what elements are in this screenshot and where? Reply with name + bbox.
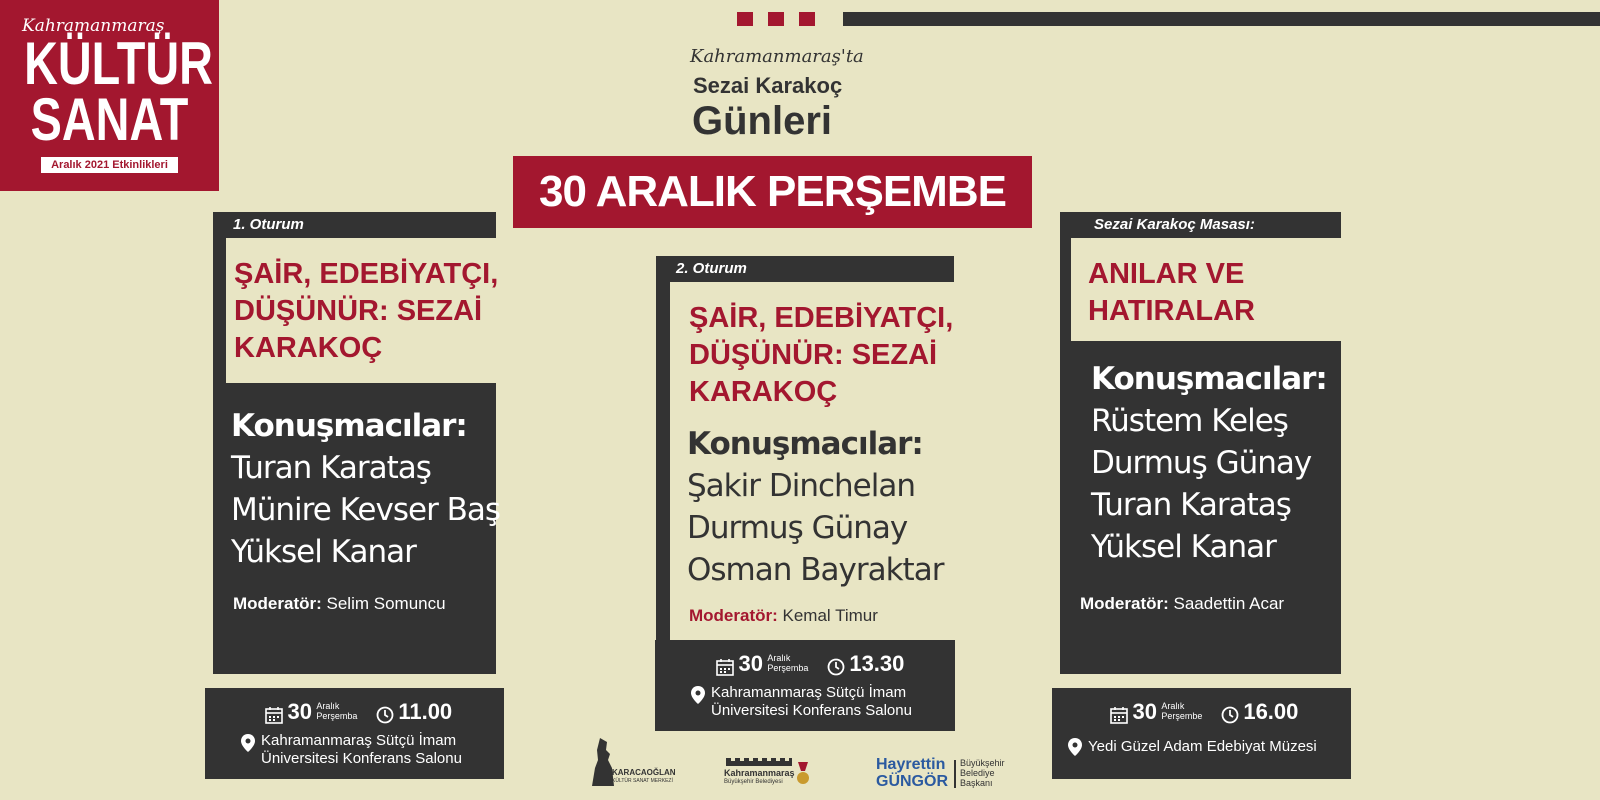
location-row: [241, 732, 462, 768]
moderator-label: Moderatör:: [689, 606, 778, 625]
speaker-name: Osman Bayraktar: [687, 552, 944, 588]
calendar-icon: [265, 706, 283, 724]
event-month-weekday: [1161, 701, 1202, 721]
date-banner: 30 ARALIK PERŞEMBE: [513, 156, 1032, 228]
session-1-moderator: [233, 594, 446, 614]
title-line: ŞAİR, EDEBİYATÇI,: [234, 258, 499, 290]
event-weekday: Perşemba: [767, 663, 809, 673]
decor-top-bar: [843, 12, 1600, 26]
event-day: 30: [287, 699, 312, 724]
event-month: Aralık: [1161, 701, 1185, 711]
event-month-weekday: [316, 701, 357, 721]
title-line: ŞAİR, EDEBİYATÇI,: [689, 302, 954, 334]
event-day: 30: [1132, 699, 1157, 724]
event-time: 16.00: [1243, 699, 1299, 724]
moderator-label: Moderatör:: [1080, 594, 1169, 613]
speaker-name: Şakir Dinchelan: [687, 468, 915, 504]
title-line: DÜŞÜNÜR: SEZAİ: [234, 295, 483, 327]
speakers-label: Konuşmacılar:: [687, 426, 923, 462]
logo-subtitle: Aralık 2021 Etkinlikleri: [41, 157, 178, 173]
location-row: [691, 684, 912, 720]
event-month: Aralık: [767, 653, 791, 663]
municipality-subname: Büyükşehir Belediyesi: [724, 779, 783, 785]
moderator-name: Saadettin Acar: [1173, 594, 1285, 613]
session-3-moderator: [1080, 594, 1284, 614]
session-1-info: [205, 688, 504, 779]
speaker-name: Yüksel Kanar: [1091, 529, 1276, 565]
title-line: KARAKOÇ: [689, 376, 838, 408]
date-time-row: [265, 699, 452, 725]
castle-wall-icon: [726, 758, 792, 766]
event-time: 11.00: [398, 699, 453, 724]
location-text: [261, 732, 462, 768]
mayor-title: [960, 758, 1005, 788]
date-time-row: [716, 651, 904, 677]
title-line: KARAKOÇ: [234, 332, 383, 364]
mayor-title-line: Başkanı: [960, 778, 993, 788]
session-3-speakers: [1091, 358, 1327, 568]
moderator-name: Kemal Timur: [782, 606, 878, 625]
speaker-name: Durmuş Günay: [687, 510, 908, 546]
location-row: [1068, 738, 1317, 756]
speaker-name: Münire Kevser Baş: [231, 492, 501, 528]
title-line: DÜŞÜNÜR: SEZAİ: [689, 339, 938, 371]
event-weekday: Perşembe: [1161, 711, 1203, 721]
session-2-tab: 2. Oturum: [656, 256, 777, 282]
event-day: 30: [738, 651, 763, 676]
event-time: 13.30: [849, 651, 905, 676]
logo-line-2: SANAT: [30, 86, 189, 153]
mayor-title-line: Büyükşehir: [960, 758, 1005, 768]
location-line: Üniversitesi Konferans Salonu: [261, 750, 462, 767]
medal-icon: [796, 762, 810, 786]
clock-icon: [1221, 706, 1239, 724]
session-1-speakers: [231, 405, 500, 573]
decor-square: [799, 12, 815, 26]
municipality-logo: [722, 758, 818, 792]
divider: [954, 760, 956, 788]
event-city-script: Kahramanmaraş'ta: [690, 46, 864, 67]
moderator-label: Moderatör:: [233, 594, 322, 613]
moderator-name: Selim Somuncu: [326, 594, 446, 613]
title-line: ANILAR VE: [1088, 258, 1245, 290]
location-pin-icon: [1068, 738, 1082, 756]
speakers-label: Konuşmacılar:: [231, 408, 467, 444]
poet-silhouette-icon: [592, 738, 614, 786]
karacaoglan-text: KARACAOĞLAN: [612, 768, 676, 777]
event-subtitle: Sezai Karakoç: [693, 73, 843, 98]
calendar-icon: [1110, 706, 1128, 724]
logo-line-1: KÜLTÜR: [24, 30, 213, 97]
decor-square: [737, 12, 753, 26]
mayor-first-name: Hayrettin: [876, 756, 946, 773]
decor-square: [768, 12, 784, 26]
clock-icon: [376, 706, 394, 724]
municipality-name: Kahramanmaraş: [724, 768, 795, 778]
location-pin-icon: [241, 734, 255, 752]
location-line: Yedi Güzel Adam Edebiyat Müzesi: [1088, 738, 1317, 755]
event-title: Günleri: [692, 99, 833, 143]
kultur-sanat-logo: [0, 0, 219, 191]
title-line: HATIRALAR: [1088, 295, 1255, 327]
session-3-title: [1088, 256, 1255, 330]
event-month: Aralık: [316, 701, 340, 711]
speaker-name: Yüksel Kanar: [231, 534, 416, 570]
session-2-speakers: [687, 423, 943, 591]
location-text: [1088, 738, 1317, 756]
location-line: Kahramanmaraş Sütçü İmam: [261, 732, 457, 749]
logo-script-text: Kahramanmaraş: [22, 16, 165, 36]
clock-icon: [827, 658, 845, 676]
mayor-logo: [876, 756, 1016, 792]
session-2-info: [655, 640, 955, 731]
date-time-row: [1110, 699, 1298, 725]
session-1-tab: 1. Oturum: [213, 212, 321, 238]
event-month-weekday: [767, 653, 808, 673]
location-line: Üniversitesi Konferans Salonu: [711, 702, 912, 719]
session-1-title: [234, 256, 498, 367]
session-3-tab: Sezai Karakoç Masası:: [1060, 212, 1288, 238]
location-text: [711, 684, 912, 720]
event-weekday: Perşemba: [316, 711, 358, 721]
location-line: Kahramanmaraş Sütçü İmam: [711, 684, 907, 701]
mayor-title-line: Belediye: [960, 768, 995, 778]
speaker-name: Rüstem Keleş: [1091, 403, 1288, 439]
session-2-moderator: [689, 606, 878, 626]
karacaoglan-logo: [588, 738, 676, 790]
karacaoglan-subtext: KÜLTÜR SANAT MERKEZİ: [612, 778, 673, 784]
session-2-title: [689, 300, 953, 411]
speaker-name: Turan Karataş: [231, 450, 431, 486]
speaker-name: Turan Karataş: [1091, 487, 1291, 523]
speaker-name: Durmuş Günay: [1091, 445, 1312, 481]
session-3-info: [1052, 688, 1351, 779]
calendar-icon: [716, 658, 734, 676]
speakers-label: Konuşmacılar:: [1091, 361, 1327, 397]
location-pin-icon: [691, 686, 705, 704]
mayor-last-name: GÜNGÖR: [876, 773, 948, 790]
